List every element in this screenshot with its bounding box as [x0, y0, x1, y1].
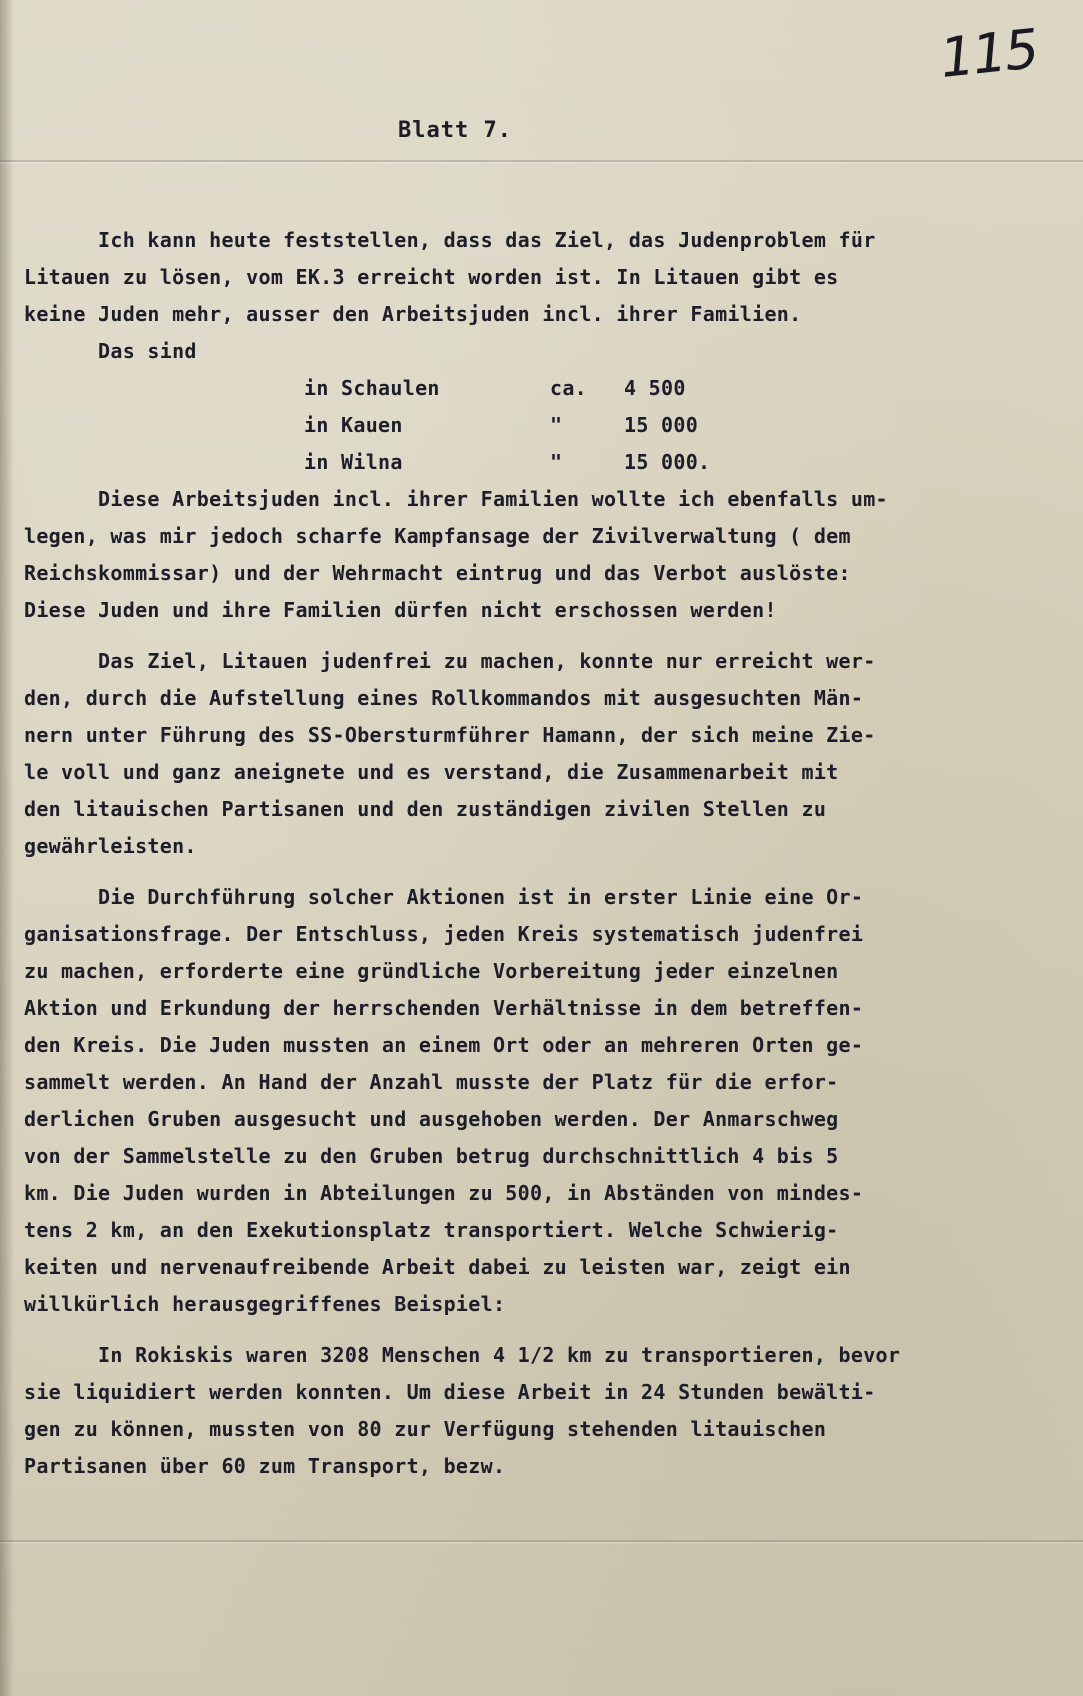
text-line: den, durch die Aufstellung eines Rollkommandos mit ausgesuchten Män-	[24, 686, 864, 710]
count-table	[304, 370, 764, 481]
text-line: sie liquidiert werden konnten. Um diese Arbeit in 24 Stunden bewälti-	[24, 1380, 876, 1404]
paragraph-1	[24, 222, 1054, 333]
paragraph-5	[24, 1337, 1054, 1485]
text-line: zu machen, erforderte eine gründliche Vorbereitung jeder einzelnen	[24, 959, 839, 983]
text-line: Reichskommissar) und der Wehrmacht eintrug und das Verbot auslöste:	[24, 561, 851, 585]
text-line: In Rokiskis waren 3208 Menschen 4 1/2 km zu transportieren, bevor	[24, 1343, 901, 1367]
table-row	[304, 444, 764, 481]
text-line: Diese Arbeitsjuden incl. ihrer Familien wollte ich ebenfalls um-	[24, 487, 888, 511]
paragraph-3	[24, 643, 1054, 865]
text-line: von der Sammelstelle zu den Gruben betrug durchschnittlich 4 bis 5	[24, 1144, 839, 1168]
text-line: den Kreis. Die Juden mussten an einem Ort oder an mehreren Orten ge-	[24, 1033, 864, 1057]
paragraph-2	[24, 481, 1054, 629]
text-line: legen, was mir jedoch scharfe Kampfansage der Zivilverwaltung ( dem	[24, 524, 851, 548]
table-prefix: ca.	[550, 376, 588, 400]
table-number: 15 000	[624, 413, 699, 437]
document-body	[24, 222, 1054, 1485]
text-line: sammelt werden. An Hand der Anzahl musste der Platz für die erfor-	[24, 1070, 839, 1094]
text-line: Litauen zu lösen, vom EK.3 erreicht worden ist. In Litauen gibt es	[24, 265, 839, 289]
table-place: in Kauen	[304, 413, 403, 437]
text-line: Aktion und Erkundung der herrschenden Verhältnisse in dem betreffen-	[24, 996, 864, 1020]
sheet-label: Blatt 7.	[398, 118, 512, 143]
table-row	[304, 407, 764, 444]
text-line: tens 2 km, an den Exekutionsplatz transportiert. Welche Schwierig-	[24, 1218, 839, 1242]
text-line: Die Durchführung solcher Aktionen ist in erster Linie eine Or-	[24, 885, 864, 909]
text-line: willkürlich herausgegriffenes Beispiel:	[24, 1292, 506, 1316]
table-place: in Schaulen	[304, 376, 440, 400]
text-line: gen zu können, mussten von 80 zur Verfügung stehenden litauischen	[24, 1417, 827, 1441]
table-prefix: "	[550, 450, 563, 474]
text-line: Partisanen über 60 zum Transport, bezw.	[24, 1454, 506, 1478]
table-number: 4 500	[624, 376, 686, 400]
table-row	[304, 370, 764, 407]
text-line: ganisationsfrage. Der Entschluss, jeden Kreis systematisch judenfrei	[24, 922, 864, 946]
text-line: Diese Juden und ihre Familien dürfen nicht erschossen werden!	[24, 598, 777, 622]
text-line: le voll und ganz aneignete und es verstand, die Zusammenarbeit mit	[24, 760, 839, 784]
handwritten-folio-number: 115	[936, 17, 1041, 90]
das-sind-label: Das sind	[24, 339, 197, 363]
table-number: 15 000.	[624, 450, 711, 474]
table-prefix: "	[550, 413, 563, 437]
text-line: nern unter Führung des SS-Obersturmführer Hamann, der sich meine Zie-	[24, 723, 876, 747]
text-line: Das Ziel, Litauen judenfrei zu machen, konnte nur erreicht wer-	[24, 649, 876, 673]
text-line: keine Juden mehr, ausser den Arbeitsjuden incl. ihrer Familien.	[24, 302, 802, 326]
table-place: in Wilna	[304, 450, 403, 474]
text-line: keiten und nervenaufreibende Arbeit dabei zu leisten war, zeigt ein	[24, 1255, 851, 1279]
text-line: derlichen Gruben ausgesucht und ausgehoben werden. Der Anmarschweg	[24, 1107, 839, 1131]
paper-fold-line	[0, 1540, 1083, 1542]
text-line: Ich kann heute feststellen, dass das Ziel, das Judenproblem für	[24, 228, 876, 252]
paper-fold-line	[0, 160, 1083, 162]
paragraph-4	[24, 879, 1054, 1323]
text-line: gewährleisten.	[24, 834, 197, 858]
page-edge-shadow	[0, 0, 14, 1696]
text-line: den litauischen Partisanen und den zuständigen zivilen Stellen zu	[24, 797, 827, 821]
text-line: km. Die Juden wurden in Abteilungen zu 500, in Abständen von mindes-	[24, 1181, 864, 1205]
